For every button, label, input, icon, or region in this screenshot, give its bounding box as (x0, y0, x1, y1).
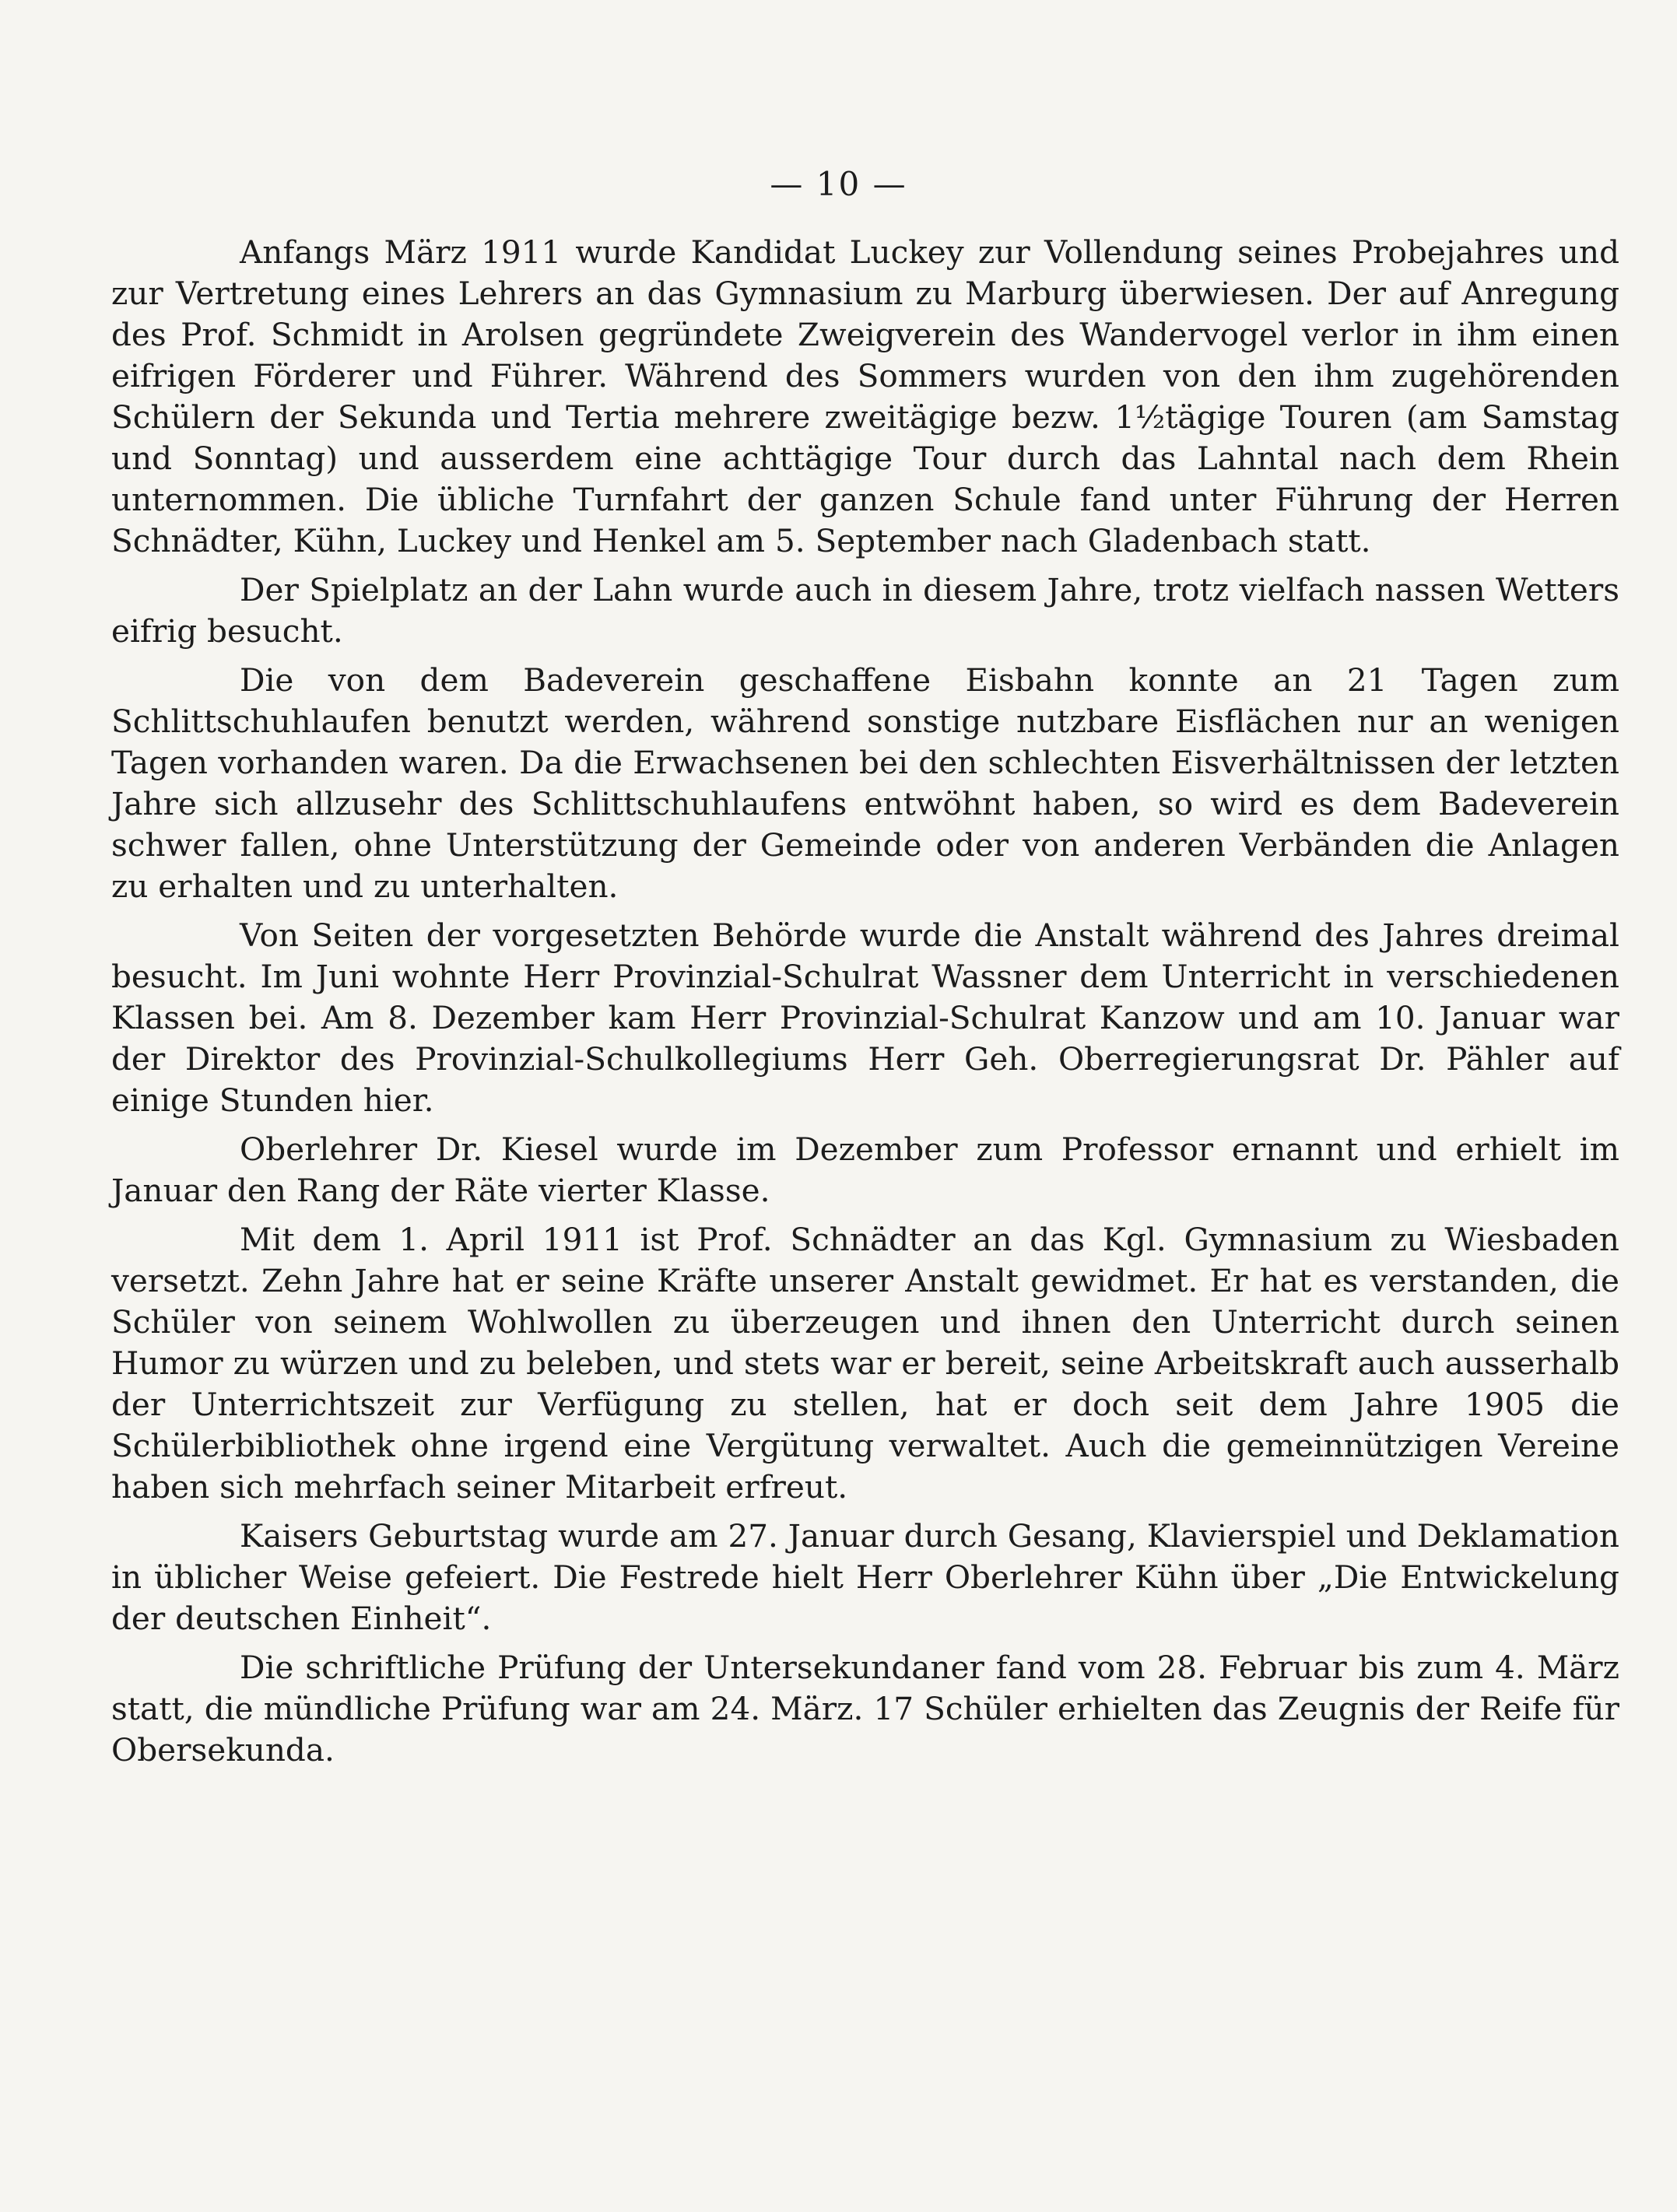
page-number: — 10 — (770, 165, 907, 203)
paragraph-kiesel: Oberlehrer Dr. Kiesel wurde im Dezember zum Professor ernannt und erhielt im Januar den Rang der Räte vierter Klasse. (111, 1131, 1619, 1209)
paragraph-eisbahn: Die von dem Badeverein geschaffene Eisbahn konnte an 21 Tagen zum Schlittschuhlaufen benutzt werden, während sonstige nutzbare Eisflächen nur an wenigen Tagen vorhanden waren. Da die Erwachsenen bei den schlechten Eisverhältnissen der letzten Jahre sich allzusehr des Schlittschuhlaufens entwöhnt haben, so wird es dem Badeverein schwer fallen, ohne Unterstützung der Gemeinde oder von anderen Verbänden die Anlagen zu erhalten und zu unterhalten. (111, 661, 1619, 905)
paragraph-kaisers-geburtstag: Kaisers Geburtstag wurde am 27. Januar durch Gesang, Klavierspiel und Deklamation in üblicher Weise gefeiert. Die Festrede hielt Herr Oberlehrer Kühn über „Die Entwickelung der deutschen Einheit“. (111, 1517, 1619, 1637)
paragraph-schnaedter: Mit dem 1. April 1911 ist Prof. Schnädter an das Kgl. Gymnasium zu Wiesbaden versetzt. Zehn Jahre hat er seine Kräfte unserer Anstalt gewidmet. Er hat es verstanden, die Schüler von seinem Wohlwollen zu überzeugen und ihnen den Unterricht durch seinen Humor zu würzen und zu beleben, und stets war er bereit, seine Arbeitskraft auch ausserhalb der Unterrichtszeit zur Verfügung zu stellen, hat er doch seit dem Jahre 1905 die Schülerbibliothek ohne irgend eine Vergütung verwaltet. Auch die gemeinnützigen Vereine haben sich mehrfach seiner Mitarbeit erfreut. (111, 1221, 1619, 1506)
body-text (111, 232, 1619, 1771)
paragraph-spielplatz: Der Spielplatz an der Lahn wurde auch in diesem Jahre, trotz vielfach nassen Wetters eifrig besucht. (111, 571, 1619, 650)
paragraph-behoerde: Von Seiten der vorgesetzten Behörde wurde die Anstalt während des Jahres dreimal besucht. Im Juni wohnte Herr Provinzial-Schulrat Wassner dem Unterricht in verschiedenen Klassen bei. Am 8. Dezember kam Herr Provinzial-Schulrat Kanzow und am 10. Januar war der Direktor des Provinzial-Schulkollegiums Herr Geh. Oberregierungsrat Dr. Pähler auf einige Stunden hier. (111, 917, 1619, 1119)
paragraph-pruefung: Die schriftliche Prüfung der Untersekundaner fand vom 28. Februar bis zum 4. März statt, die mündliche Prüfung war am 24. März. 17 Schüler erhielten das Zeugnis der Reife für Obersekunda. (111, 1649, 1619, 1769)
paragraph-wandervogel: Anfangs März 1911 wurde Kandidat Luckey zur Vollendung seines Probejahres und zur Vertretung eines Lehrers an das Gymnasium zu Marburg überwiesen. Der auf Anregung des Prof. Schmidt in Arolsen gegründete Zweigverein des Wandervogel verlor in ihm einen eifrigen Förderer und Führer. Während des Sommers wurden von den ihm zugehörenden Schülern der Sekunda und Tertia mehrere zweitägige bezw. 1½tägige Touren (am Samstag und Sonntag) und ausserdem eine achttägige Tour durch das Lahntal nach dem Rhein unternommen. Die übliche Turnfahrt der ganzen Schule fand unter Führung der Herren Schnädter, Kühn, Luckey und Henkel am 5. September nach Gladenbach statt. (111, 233, 1619, 559)
